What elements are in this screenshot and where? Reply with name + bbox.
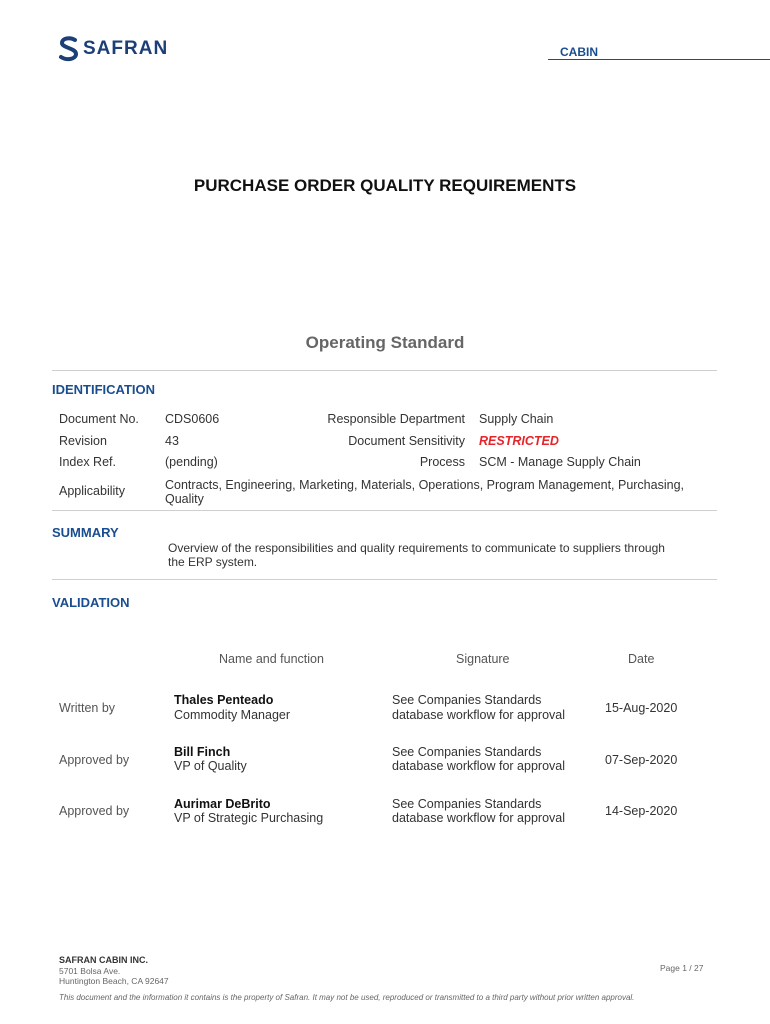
signature-line2: database workflow for approval	[392, 811, 566, 825]
revision-value: 43	[165, 434, 179, 448]
summary-heading: SUMMARY	[52, 525, 119, 540]
divider	[52, 579, 717, 580]
validation-role: Written by	[59, 701, 116, 715]
footer-address-line1: 5701 Bolsa Ave.	[59, 966, 121, 976]
signature-line1: See Companies Standards	[392, 745, 542, 759]
validation-date: 14-Sep-2020	[605, 804, 678, 818]
responsible-dept-value: Supply Chain	[479, 412, 554, 426]
column-header-signature: Signature	[456, 652, 510, 666]
validation-heading: VALIDATION	[52, 595, 130, 610]
validator-name: Aurimar DeBrito	[174, 797, 271, 811]
signature-line2: database workflow for approval	[392, 708, 566, 722]
index-ref-value: (pending)	[165, 455, 218, 469]
validation-role: Approved by	[59, 804, 130, 818]
signature-line1: See Companies Standards	[392, 693, 542, 707]
document-no-label: Document No.	[59, 412, 139, 426]
validator-function: VP of Strategic Purchasing	[174, 811, 324, 825]
applicability-label: Applicability	[59, 484, 126, 498]
sensitivity-label: Document Sensitivity	[348, 434, 465, 448]
column-header-date: Date	[628, 652, 655, 666]
validator-function: Commodity Manager	[174, 708, 291, 722]
confidentiality-notice: This document and the information it contains is the property of Safran. It may not be used, reproduced or transmitted to a third party without prior written approval.	[59, 993, 635, 1002]
validation-date: 07-Sep-2020	[605, 753, 678, 767]
applicability-value-line2: Quality	[165, 492, 204, 506]
document-subtitle: Operating Standard	[305, 333, 465, 352]
signature-line2: database workflow for approval	[392, 759, 566, 773]
sensitivity-value: RESTRICTED	[479, 434, 559, 448]
validator-function: VP of Quality	[174, 759, 247, 773]
division-label: CABIN	[560, 45, 598, 59]
responsible-dept-label: Responsible Department	[327, 412, 465, 426]
summary-text-line2: the ERP system.	[168, 555, 258, 569]
process-value: SCM - Manage Supply Chain	[479, 455, 641, 469]
safran-s-icon	[58, 36, 80, 62]
logo-text: SAFRAN	[83, 38, 169, 59]
divider	[52, 370, 717, 371]
divider	[52, 510, 717, 511]
column-header-name: Name and function	[219, 652, 324, 666]
validation-role: Approved by	[59, 753, 130, 767]
validator-name: Bill Finch	[174, 745, 231, 759]
document-no-value: CDS0606	[165, 412, 220, 426]
document-title: PURCHASE ORDER QUALITY REQUIREMENTS	[193, 176, 577, 195]
validation-date: 15-Aug-2020	[605, 701, 678, 715]
footer-company: SAFRAN CABIN INC.	[59, 955, 148, 965]
page-number: Page 1 / 27	[660, 963, 704, 973]
process-label: Process	[419, 455, 465, 469]
footer-address-line2: Huntington Beach, CA 92647	[59, 976, 169, 986]
signature-line1: See Companies Standards	[392, 797, 542, 811]
validator-name: Thales Penteado	[174, 693, 274, 707]
header-divider	[548, 59, 770, 60]
identification-heading: IDENTIFICATION	[52, 382, 156, 397]
summary-text-line1: Overview of the responsibilities and quality requirements to communicate to suppliers through	[168, 541, 665, 555]
revision-label: Revision	[59, 434, 107, 448]
applicability-value-line1: Contracts, Engineering, Marketing, Materials, Operations, Program Management, Purchasing,	[165, 478, 684, 492]
index-ref-label: Index Ref.	[59, 455, 116, 469]
safran-logo	[58, 36, 168, 62]
